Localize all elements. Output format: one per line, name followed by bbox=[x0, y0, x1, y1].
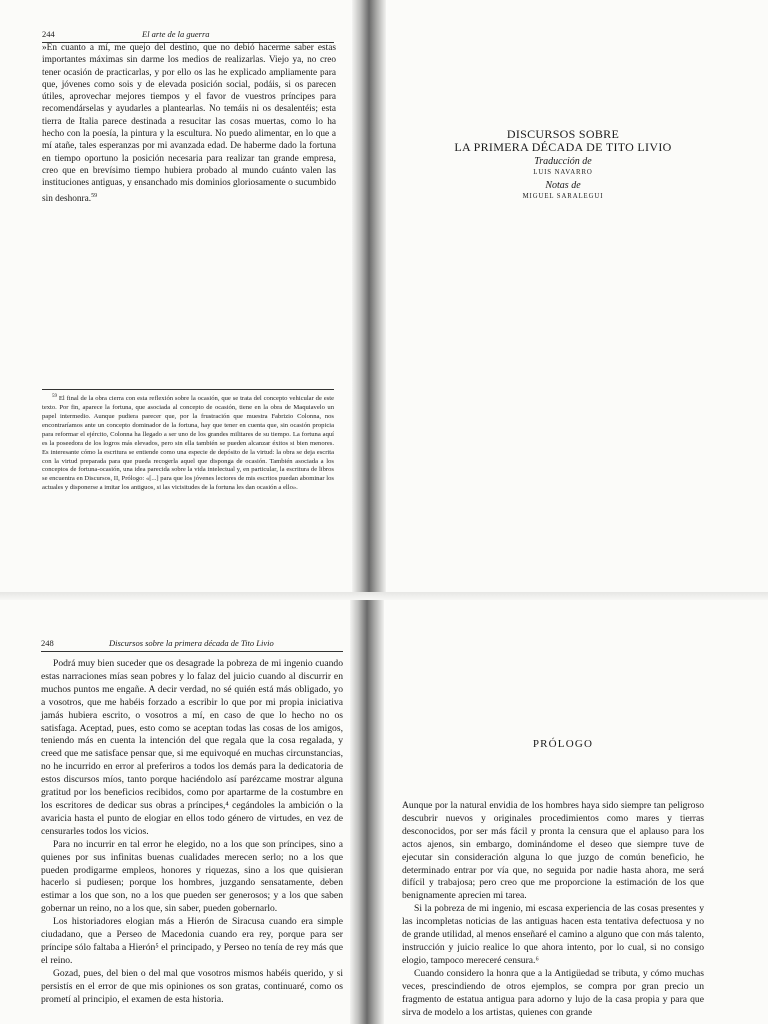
translator-name: LUIS NAVARRO bbox=[533, 169, 593, 176]
paragraph: Aunque por la natural envidia de los hombres haya sido siempre tan peligroso descubrir nuevos y originales procedimientos como mares y tierras desconocidos, por ser más fácil y pronta la censura que el aplauso para los actos ajenos, sin embargo, dominándome el deseo que siempre tuve de ejecutar sin consideración alguna lo que juzgo de común beneficio, he determinado entrar por vía que, no seguida por nadie hasta ahora, me será difícil y trabajosa; pero creo que me proporcione la estimación de los que benignamente aprecien mi tarea. bbox=[402, 800, 704, 902]
book-gutter bbox=[350, 600, 384, 1024]
book-gutter bbox=[352, 0, 386, 592]
prologue-heading: PRÓLOGO bbox=[532, 738, 594, 750]
paragraph: Si la pobreza de mi ingenio, mi escasa experiencia de las cosas presentes y las incompletas noticias de las antiguas hacen esta tentativa defectuosa y no de grande utilidad, al menos enseñaré el camino a alguno que con más talento, instrucción y juicio realice lo que ahora intento, por lo cual, si no consigo elogio, tampoco mereceré censura.⁶ bbox=[402, 903, 704, 966]
running-header-248 bbox=[41, 638, 343, 652]
paragraph: Podrá muy bien suceder que os desagrade la pobreza de mi ingenio cuando estas narraciones mías sean pobres y lo falaz del juicio cuando al discurrir en muchos puntos me engañe. A decir verdad, no sé quién está más obligado, yo a vosotros, que me habéis forzado a escribir lo que por mi propia iniciativa jamás hubiera escrito, o vosotros a mí, en caso de que lo hecho no os satisfaga. Aceptad, pues, esto como se aceptan todas las cosas de los amigos, teniendo más en cuenta la intención del que regala que la cosa regalada, y creed que me satisface pensar que, si me equivoqué en muchas circunstancias, no he incurrido en error al preferiros a todos los demás para la dedicatoria de estos discursos míos, tanto porque haciéndolo así parézcame mostrar alguna gratitud por los beneficios recibidos, como por apartarme de la costumbre en los escritores de dedicar sus obras a príncipes,⁴ cegándoles la ambición o la avaricia hasta el punto de elogiar en ellos todo género de virtudes, en vez de censurarles todos los vicios. bbox=[41, 658, 343, 837]
note-ref: 59 bbox=[91, 192, 98, 199]
page-number: 248 bbox=[41, 638, 54, 648]
prologue-body bbox=[402, 800, 704, 1019]
title-page bbox=[405, 128, 721, 202]
page-248-body bbox=[41, 658, 343, 1006]
book-title-line-1: DISCURSOS SOBRE bbox=[506, 127, 620, 141]
notes-label: Notas de bbox=[545, 180, 581, 191]
paragraph: Los historiadores elogian más a Hierón de Siracusa cuando era simple ciudadano, que a Perseo de Macedonia cuando era rey, porque para ser príncipe sólo faltaba a Hierón⁵ el principado, y Perseo no tenía de rey más que el reino. bbox=[41, 916, 343, 966]
book-title-line-2: LA PRIMERA DÉCADA DE TITO LIVIO bbox=[454, 140, 672, 154]
paragraph: Cuando considero la honra que a la Antigüedad se tributa, y cómo muchas veces, prescindiendo de otros ejemplos, se compra por gran precio un fragmento de estatua antigua para adorno y lujo de la casa propia y para que sirva de modelo a los artistas, quienes con grande bbox=[402, 967, 704, 1018]
footnote-59 bbox=[42, 393, 334, 493]
spread-divider bbox=[0, 592, 768, 600]
paragraph: Para no incurrir en tal error he elegido, no a los que son príncipes, sino a quienes por sus infinitas buenas cualidades merecen serlo; no a los que pueden prodigarme empleos, honores y riquezas, sino a los que quisieran hacerlo si pudiesen; porque los hombres, juzgando sensatamente, deben estimar a los que son, no a los que pueden ser generosos; y a los que saben gobernar un reino, no a los que, sin saber, pueden gobernarlo. bbox=[41, 838, 343, 915]
running-title: Discursos sobre la primera década de Tito Livio bbox=[109, 638, 274, 648]
paragraph: Gozad, pues, del bien o del mal que vosotros mismos habéis querido, y si persistís en el error de que mis opiniones os son gratas, continuaré, como os prometí al principio, el examen de esta historia. bbox=[41, 967, 343, 1005]
footnote-marker: 59 bbox=[52, 394, 57, 399]
closing-paragraph: »En cuanto a mí, me quejo del destino, que no debió hacerme saber estas importantes máximas sin darme los medios de realizarlas. Viejo ya, no creo tener ocasión de practicarlas, y por ello os las he explicado ampliamente para que, jóvenes como sois y de elevada posición social, podáis, si os parecen útiles, aprovechar mejores tiempos y el favor de vuestros príncipes para recomendárselas y ayudarles a plantearlas. No temáis ni os desalentéis; esta tierra de Italia parece destinada a resucitar las cosas muertas, como lo ha hecho con la poesía, la pintura y la escultura. No puedo alimentar, en lo que a mí atañe, tales esperanzas por mi avanzada edad. De haberme dado la fortuna en tiempo oportuno la posición necesaria para realizar tan grande empresa, creo que en brevísimo tiempo hubiera probado al mundo cuánto valen las instituciones antiguas, y ensanchado mis dominios gloriosamente o sucumbido sin deshonra.$^{59}$ bbox=[42, 43, 336, 204]
footnote-rule bbox=[42, 389, 334, 390]
running-header-244 bbox=[42, 29, 334, 43]
page-number: 244 bbox=[42, 29, 55, 39]
bottom-spread bbox=[0, 600, 768, 1024]
page-244-body bbox=[42, 42, 336, 205]
footnote-text: El final de la obra cierra con esta reflexión sobre la ocasión, que se trata del concepto vehicular de este texto. Por fin, aparece la fortuna, que asociada al concepto de ocasión, tiene en la obra de Maquiavelo un papel intermedio. Aunque pudiera parecer que, por la frustración que muestra Fabrizio Colonna, nos encontraríamos ante un concepto dominador de la fortuna, hay que tener en cuenta que, sin ocasión propicia para reformar el ejército, Colonna ha llegado a ser uno de los grandes militares de su tiempo. La fortuna aquí es la poseedora de los logros más elevados, pero sin ella también se pueden alcanzar éxitos si bien menores. Es interesante cómo la escritura se entiende como una especie de depósito de la virtud: la obra se deja escrita con la virtud preparada para que pueda recogerla aquel que disponga de ocasión. También asociada a los conceptos de fortuna-ocasión, una idea parecida sobre la vida intelectual y, en particular, la escritura de libros se encuentra en Discursos, II, Prólogo: «[...] para que los jóvenes lectores de mis escritos puedan abominar los actuales y disponerse a imitar los antiguos, si las vicisitudes de la fortuna les dan ocasión a ello». bbox=[42, 395, 334, 492]
translation-label: Traducción de bbox=[534, 156, 592, 167]
running-title: El arte de la guerra bbox=[142, 29, 210, 39]
annotator-name: MIGUEL SARALEGUI bbox=[522, 193, 604, 200]
